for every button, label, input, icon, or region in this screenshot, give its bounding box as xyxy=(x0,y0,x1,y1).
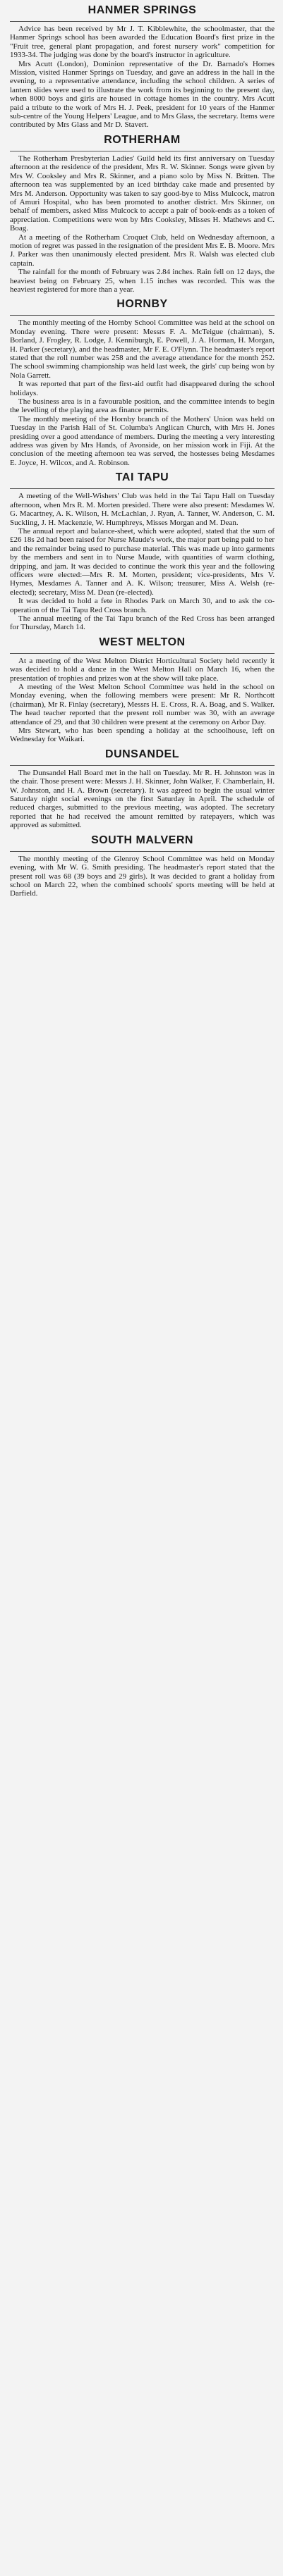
section-rotherham xyxy=(10,130,275,295)
paragraph: Mrs Stewart, who has been spending a holiday at the schoolhouse, left on Wednesday for Waikari. xyxy=(10,726,275,744)
paragraph: It was decided to hold a fete in Rhodes Park on March 30, and to ask the co-operation of the Tai Tapu Red Cross branch. xyxy=(10,597,275,614)
paragraph: At a meeting of the Rotherham Croquet Club, held on Wednesday afternoon, a motion of regret was passed in the resignation of the president Mrs E. B. Moore. Mrs J. Parker was then unanimously elected president. Mrs R. Walsh was elected club captain. xyxy=(10,233,275,268)
section-heading: HANMER SPRINGS xyxy=(88,4,197,16)
section-heading: WEST MELTON xyxy=(99,636,186,648)
section-hornby xyxy=(10,294,275,467)
heading-rule xyxy=(10,21,275,22)
section-dunsandel xyxy=(10,744,275,830)
section-hanmer-springs xyxy=(10,0,275,130)
paragraph: The monthly meeting of the Hornby branch of the Mothers' Union was held on Tuesday in the Parish Hall of St. Columba's Anglican Church, with Mrs H. Jones presiding over a good attendance of members. During the meeting a very interesting address was given by Mrs Hands, of Avonside, on her mission work in Fiji. At the conclusion of the meeting afternoon tea was served, the hostesses being Mesdames E. Joyce, H. Wilcox, and A. Robinson. xyxy=(10,414,275,467)
paragraph: A meeting of the West Melton School Committee was held in the school on Monday evening, when the following members were present: Mr R. Northcott (chairman), Mr R. Finlay (secretary), Messrs H. E. Cross, R. A. Boag, and S. Walker. The head teacher reported that the present roll number was 30, with an average attendance of 29, and that 30 children were present at the ceremony on Arbor Day. xyxy=(10,683,275,726)
paragraph: The Rotherham Presbyterian Ladies' Guild held its first anniversary on Tuesday afternoon at the residence of the president, Mrs R. W. Skinner. Songs were given by Mrs W. Cooksley and Mrs R. Skinner, and a piano solo by Miss N. Britten. The afternoon tea was supplemented by an iced birthday cake made and presented by Mrs M. Anderson. Opportunity was taken to say good-bye to Miss Mulcock, matron of Amuri Hospital, who has been promoted to another district. Mrs Skinner, on behalf of members, asked Miss Mulcock to accept a pair of book-ends as a token of appreciation. Competitions were won by Mrs Cooksley, Misses H. Mathews and C. Boag. xyxy=(10,154,275,233)
paragraph: At a meeting of the West Melton District Horticultural Society held recently it was decided to hold a dance in the West Melton Hall on March 16, when the presentation of trophies and prizes won at the show will take place. xyxy=(10,656,275,683)
heading-rule xyxy=(10,488,275,489)
section-heading: DUNSANDEL xyxy=(105,748,179,760)
paragraph: The business area is in a favourable position, and the committee intends to begin the levelling of the playing area as finance permits. xyxy=(10,397,275,415)
newspaper-column xyxy=(0,0,283,898)
section-heading: SOUTH MALVERN xyxy=(91,834,193,846)
section-west-melton xyxy=(10,632,275,744)
paragraph: A meeting of the Well-Wishers' Club was held in the Tai Tapu Hall on Tuesday afternoon, when Mrs R. M. Morten presided. There were also present: Mesdames W. G. Macartney, A. K. Wilson, H. McLachlan, J. Ryan, A. Tanner, W. Anderson, C. M. Suckling, J. H. Mackenzie, W. Humphreys, Misses Morgan and M. Dean. xyxy=(10,492,275,527)
section-heading: TAI TAPU xyxy=(115,471,169,484)
paragraph: The monthly meeting of the Hornby School Committee was held at the school on Monday evening. There were present: Messrs F. A. McTeigue (chairman), S. Borland, J. Frogley, R. Lodge, J. Kenniburgh, E. Powell, J. A. Horman, H. Morgan, H. Parker (secretary), and the headmaster, Mr F. E. O'Flynn. The headmaster's report stated that the roll number was 258 and the average attendance for the month 252. The school swimming championship was held last week, the girls' cup being won by Nola Garrett. xyxy=(10,318,275,380)
heading-rule xyxy=(10,653,275,654)
paragraph: Advice has been received by Mr J. T. Kibblewhite, the schoolmaster, that the Hanmer Springs school has been awarded the Education Board's first prize in the "Fruit tree, general plant propagation, and forest nursery work" competition for 1933-34. The judging was done by the board's instructor in agriculture. xyxy=(10,25,275,60)
paragraph: The Dunsandel Hall Board met in the hall on Tuesday. Mr R. H. Johnston was in the chair. Those present were: Messrs J. H. Skinner, John Walker, F. Chamberlain, H. W. Johnston, and H. A. Brown (secretary). It was agreed to begin the usual winter Saturday night social evenings on the first Saturday in April. The schedule of reduced charges, submitted to the previous meeting, was adopted. The secretary reported that he had received the amount remitted by ratepayers, which was approved as submitted. xyxy=(10,768,275,830)
section-heading: HORNBY xyxy=(116,298,168,311)
paragraph: The annual meeting of the Tai Tapu branch of the Red Cross has been arranged for Thursday, March 14. xyxy=(10,614,275,632)
paragraph: It was reported that part of the first-aid outfit had disappeared during the school holidays. xyxy=(10,380,275,397)
paragraph: The annual report and balance-sheet, which were adopted, stated that the sum of £26 18s 2d had been raised for Nurse Maude's work, the major part being paid to her and the remainder being used to purchase material. This was made up into garments by the members and sent in to Nurse Maude, with quantities of warm clothing, dripping, and jam. It was decided to continue the work this year and the following officers were elected:—Mrs R. M. Morten, president; vice-presidents, Mrs V. Hymes, Mesdames A. Tanner and A. K. Wilson; treasurer, Miss A. Welsh (re-elected); secretary, Miss M. Dean (re-elected). xyxy=(10,526,275,597)
heading-rule xyxy=(10,765,275,766)
section-south-malvern xyxy=(10,830,275,898)
paragraph: The rainfall for the month of February was 2.84 inches. Rain fell on 12 days, the heaviest being on February 25, when 1.15 inches was recorded. This was the heaviest registered for more than a year. xyxy=(10,268,275,294)
section-tai-tapu xyxy=(10,467,275,632)
heading-rule xyxy=(10,851,275,852)
paragraph: The monthly meeting of the Glenroy School Committee was held on Monday evening, with Mr W. G. Smith presiding. The headmaster's report stated that the present roll was 68 (39 boys and 29 girls). It was decided to grant a holiday from school on March 22, when the combined schools' sports meeting will be held at Darfield. xyxy=(10,854,275,898)
paragraph: Mrs Acutt (London), Dominion representative of the Dr. Barnado's Homes Mission, visited Hanmer Springs on Tuesday, and gave an address in the hall in the evening, to a representative attendance, including the school children. A series of lantern slides were used to illustrate the work from its beginning to the present day, when 8000 boys and girls are housed in cottage homes in the country. Mrs Acutt paid a tribute to the work of Mrs H. J. Peek, president for 10 years of the Hanmer sub-centre of the Young Helpers' League, and to Mrs Glass, the secretary. Items were contributed by Mrs Glass and Mr D. Stavert. xyxy=(10,59,275,130)
heading-rule xyxy=(10,315,275,316)
section-heading: ROTHERHAM xyxy=(104,133,181,146)
